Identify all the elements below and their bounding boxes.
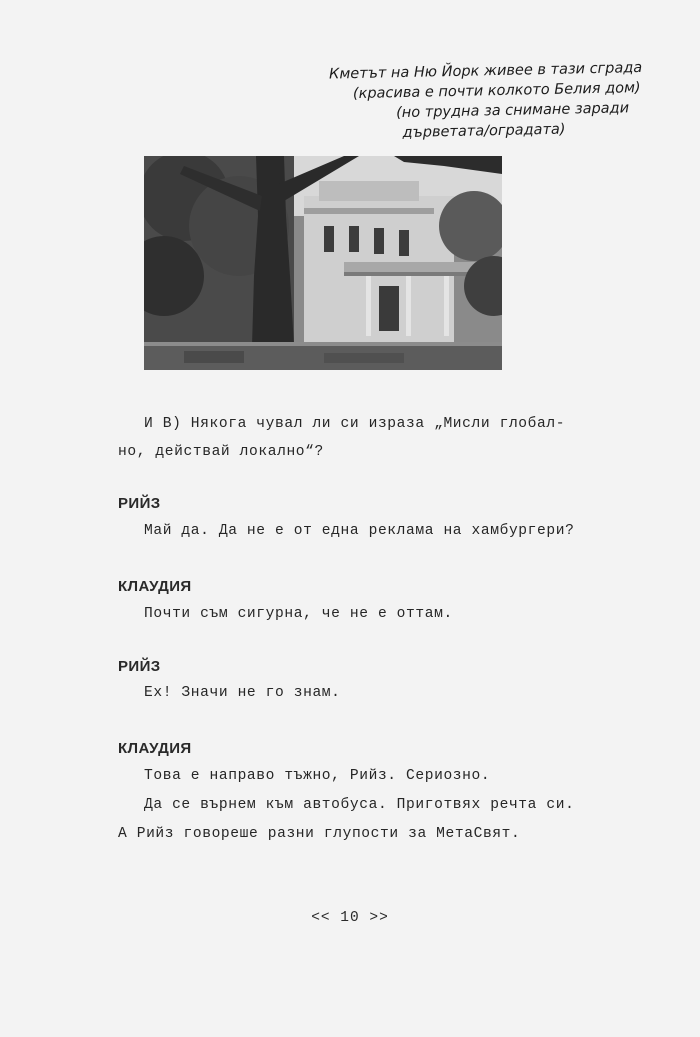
speaker-name: РИЙЗ <box>118 495 161 512</box>
caption-line: (красива е почти колкото Белия дом) <box>352 80 641 103</box>
dialogue-line: Почти съм сигурна, че не е оттам. <box>144 606 453 622</box>
speaker-name: РИЙЗ <box>118 658 161 675</box>
dialogue-line: Ех! Значи не го знам. <box>144 685 341 701</box>
caption-line: дърветата/оградата) <box>402 121 566 142</box>
page-number: << 10 >> <box>311 910 389 926</box>
handwritten-photo-caption <box>230 58 644 147</box>
dialogue-line: Това е направо тъжно, Рийз. Сериозно. <box>144 768 491 784</box>
caption-line: Кметът на Ню Йорк живее в тази сграда <box>328 59 643 83</box>
mansion-illustration <box>144 156 502 370</box>
narration-line: А Рийз говореше разни глупости за МетаСвят. <box>118 826 521 842</box>
caption-line: (но трудна за снимане заради <box>396 100 630 122</box>
speaker-name: КЛАУДИЯ <box>118 740 192 757</box>
dialogue-line: Да се върнем към автобуса. Приготвях речта си. <box>144 797 575 813</box>
dialogue-line: И В) Някога чувал ли си израза „Мисли глобал- <box>144 416 566 432</box>
dialogue-line: Май да. Да не е от една реклама на хамбургери? <box>144 523 575 539</box>
dialogue-line: но, действай локално“? <box>118 444 324 460</box>
speaker-name: КЛАУДИЯ <box>118 578 192 595</box>
mansion-photo <box>144 156 502 370</box>
